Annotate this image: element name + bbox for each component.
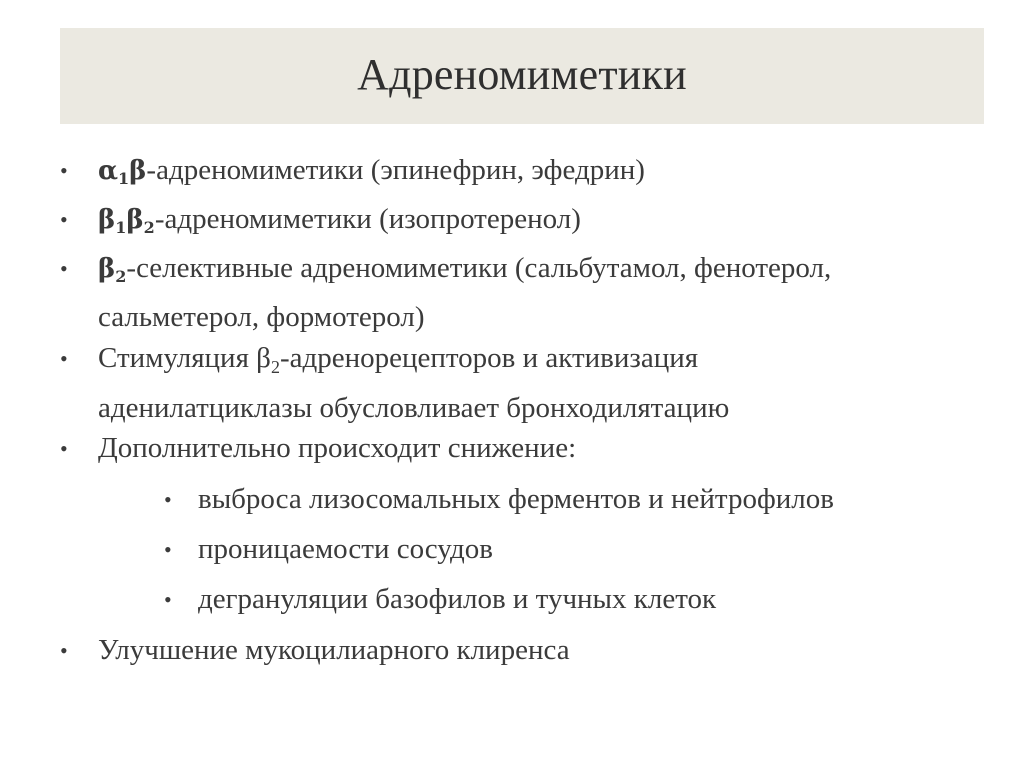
slide-title: Адреномиметики	[357, 49, 687, 99]
sub-list-item-text: выброса лизосомальных ферментов и нейтрофилов	[198, 483, 834, 515]
beta-symbol: β	[98, 205, 116, 235]
list-item-text: -адреномиметики (изопротеренол)	[154, 203, 581, 235]
beta-symbol: β	[129, 156, 147, 186]
bullet-marker: •	[60, 638, 68, 663]
sub-bullet-marker: •	[164, 537, 172, 562]
list-item-text: -адренорецепторов и активизация	[279, 342, 699, 374]
beta-symbol: β	[126, 205, 144, 235]
list-item-text-continued: сальметерол, формотерол)	[98, 301, 425, 333]
list-item-text: -селективные адреномиметики (сальбутамол, фенотерол,	[126, 252, 832, 284]
bullet-marker: •	[60, 158, 68, 183]
sub-list-item-text: проницаемости сосудов	[198, 533, 493, 565]
sub-list-item-text: дегрануляции базофилов и тучных клеток	[198, 583, 717, 615]
bullet-marker: •	[60, 207, 68, 232]
list-item	[98, 630, 570, 671]
subscript: 2	[115, 267, 127, 286]
alpha-symbol: α	[98, 156, 119, 186]
sub-bullet-marker: •	[164, 587, 172, 612]
bullet-marker: •	[60, 256, 68, 281]
subscript: 2	[143, 218, 155, 237]
list-item	[98, 199, 581, 248]
list-item-text: Улучшение мукоцилиарного клиренса	[98, 634, 570, 666]
list-item-text: -адреномиметики (эпинефрин, эфедрин)	[146, 154, 645, 186]
list-item	[98, 248, 831, 338]
bullet-marker: •	[60, 346, 68, 371]
sub-list-item	[198, 529, 493, 570]
subscript: 1	[118, 169, 130, 188]
beta-symbol: β	[256, 342, 271, 374]
list-item-text-continued: аденилатциклазы обусловливает бронходилятацию	[98, 392, 730, 424]
subscript: 2	[270, 357, 280, 377]
list-item-text: Дополнительно происходит снижение:	[98, 432, 577, 464]
beta-symbol: β	[98, 254, 116, 284]
list-item	[98, 338, 729, 429]
list-item-text: Стимуляция	[98, 342, 257, 374]
sub-list-item	[198, 579, 716, 620]
subscript: 1	[115, 218, 127, 237]
sub-bullet-marker: •	[164, 487, 172, 512]
bullet-marker: •	[60, 436, 68, 461]
list-item	[98, 150, 645, 199]
sub-list-item	[198, 479, 834, 520]
list-item	[98, 428, 576, 469]
